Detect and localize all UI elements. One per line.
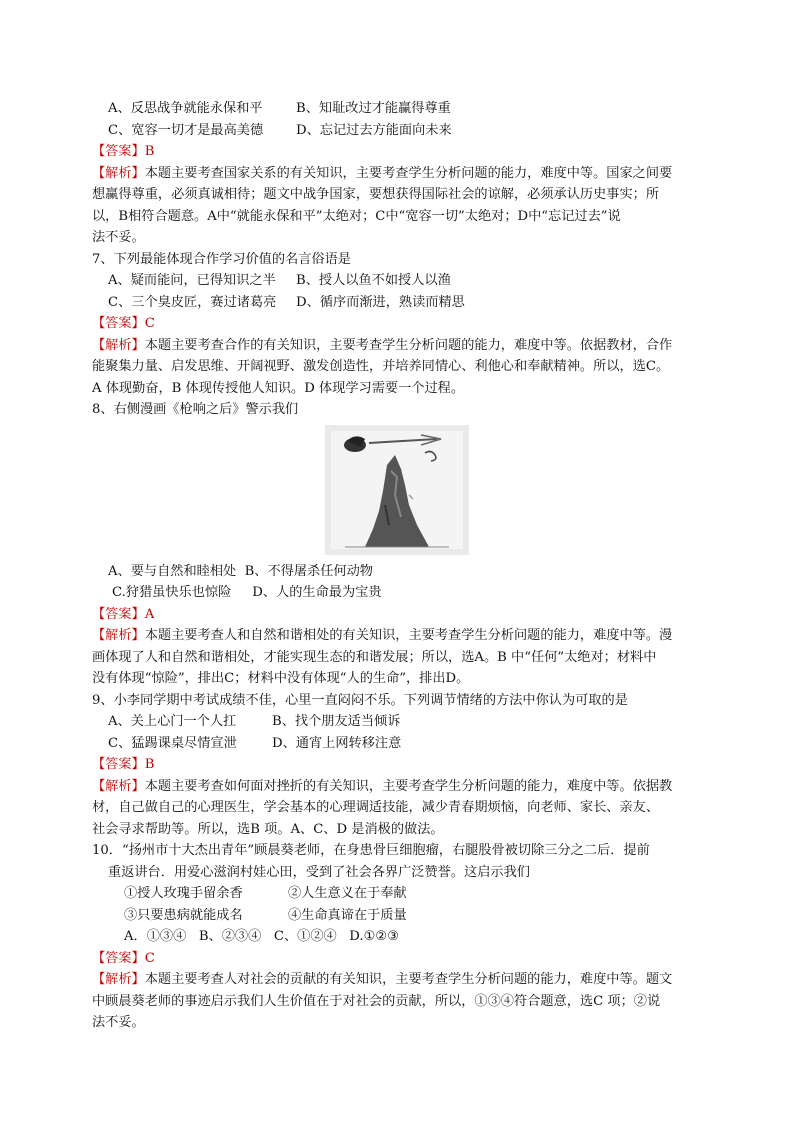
answer-tag: 【答案】	[92, 757, 145, 772]
analysis-tag: 【解析】	[92, 337, 145, 353]
q8-option-a: A、要与自然和睦相处	[108, 563, 237, 579]
cartoon-drawing	[325, 425, 469, 555]
q10-items-row-2	[92, 905, 712, 927]
answer-value: B	[144, 144, 155, 159]
q7-options-row-2	[92, 292, 712, 314]
q10-item-4: ④生命真谛在于质量	[288, 907, 407, 923]
q8-answer	[92, 604, 712, 626]
q8-option-c: C.狩猎虽快乐也惊险	[112, 585, 232, 600]
q8-options-row-1	[92, 561, 712, 583]
q8-analysis-line-2: 画体现了人和自然和谐相处，才能实现生态的和谐发展；所以，选A。B 中“任何”太绝对；材料中	[92, 649, 657, 665]
answer-value: C	[144, 316, 155, 331]
q10-item-1: ①授人玫瑰手留余香	[124, 886, 243, 901]
q8-option-d: D、人的生命最为宝贵	[252, 585, 382, 600]
q6-option-b: B、知耻改过才能赢得尊重	[296, 101, 451, 116]
q10-items-row-1	[92, 883, 712, 905]
q7-stem: 7、下列最能体现合作学习价值的名言俗语是	[92, 251, 351, 267]
q7-answer	[92, 313, 712, 335]
answer-tag: 【答案】	[92, 950, 145, 966]
cartoon-image	[325, 425, 469, 555]
q7-option-b: B、授人以鱼不如授人以渔	[296, 273, 451, 288]
analysis-text: 本题主要考查如何面对挫折的有关知识，主要考查学生分析问题的能力，难度中等。依据教	[144, 778, 673, 794]
q9-answer	[92, 754, 712, 776]
q6-option-a: A、反思战争就能永保和平	[108, 101, 263, 116]
answer-tag: 【答案】	[92, 144, 145, 159]
q7-analysis-line-2: 能聚集力量、启发思维、开阔视野、激发创造性，并培养同情心、利他心和奉献精神。所以，选C。	[92, 359, 670, 374]
q7-option-d: D、循序而渐进，熟读而精思	[296, 294, 465, 310]
analysis-text: 本题主要考查人对社会的贡献的有关知识，主要考查学生分析问题的能力，难度中等。题文	[144, 972, 673, 987]
q6-analysis-line-2: 想赢得尊重，必须真诚相待；题文中战争国家，要想获得国际社会的谅解，必须承认历史事实；所	[92, 187, 660, 202]
q9-stem: 9、小李同学期中考试成绩不佳，心里一直闷闷不乐。下列调节情绪的方法中你认为可取的是	[92, 692, 628, 708]
q10-stem-line-1: 10．“扬州市十大杰出青年”顾晨葵老师，在身患骨巨细胞瘤，右腿股骨被切除三分之二后．提前	[92, 843, 650, 858]
answer-tag: 【答案】	[92, 606, 145, 622]
q9-analysis-line-1	[92, 776, 712, 798]
q6-option-d: D、忘记过去方能面向未来	[296, 122, 452, 138]
analysis-tag: 【解析】	[92, 778, 145, 794]
document-page	[92, 98, 712, 1034]
q9-options-row-2	[92, 733, 712, 755]
q6-options-row-1	[92, 98, 712, 120]
q8-stem: 8、右侧漫画《枪响之后》警示我们	[92, 402, 299, 417]
analysis-tag: 【解析】	[92, 628, 145, 643]
q10-item-3: ③只要患病就能成名	[124, 907, 243, 923]
q8-option-b: B、不得屠杀任何动物	[244, 563, 373, 579]
q9-option-b: B、找个朋友适当倾诉	[272, 714, 401, 729]
q6-option-c: C、宽容一切才是最高美德	[108, 122, 264, 138]
q10-choices: A．①③④ B、②③④ C、①②④ D.①②③	[124, 929, 400, 944]
q7-options-row-1	[92, 270, 712, 292]
q9-option-c: C、猛踢课桌尽情宣泄	[108, 735, 237, 751]
q8-options-row-2	[92, 582, 712, 604]
answer-value: C	[144, 950, 155, 966]
analysis-tag: 【解析】	[92, 972, 145, 987]
q9-analysis-line-3: 社会寻求帮助等。所以，选B 项。A、C、D 是消极的做法。	[92, 821, 444, 837]
answer-tag: 【答案】	[92, 316, 145, 331]
q10-analysis-line-2: 中顾晨葵老师的事迹启示我们人生价值在于对社会的贡献，所以，①③④符合题意，选C 项；②说	[92, 993, 661, 1009]
q6-options-row-2	[92, 120, 712, 142]
q7-analysis-line-1	[92, 335, 712, 357]
q6-answer	[92, 141, 712, 163]
q9-options-row-1	[92, 711, 712, 733]
q7-analysis-line-3: A 体现勤奋，B 体现传授他人知识。D 体现学习需要一个过程。	[92, 380, 465, 396]
q9-analysis-line-2: 材，自己做自己的心理医生，学会基本的心理调适技能，减少青春期烦恼，向老师、家长、亲友、	[92, 800, 660, 815]
q9-option-a: A、关上心门一个人扛	[108, 714, 237, 729]
q10-answer	[92, 948, 712, 970]
q8-analysis-line-1	[92, 625, 712, 647]
answer-value: B	[144, 757, 155, 772]
q6-analysis-line-4: 法不妥。	[92, 230, 145, 245]
q9-option-d: D、通宵上网转移注意	[272, 735, 402, 751]
q6-analysis-line-1	[92, 163, 712, 185]
q10-stem-line-2: 重返讲台．用爱心滋润村娃心田，受到了社会各界广泛赞誉。这启示我们	[108, 864, 530, 880]
analysis-tag: 【解析】	[92, 165, 145, 181]
q10-item-2: ②人生意义在于奉献	[288, 886, 407, 901]
q10-analysis-line-3: 法不妥。	[92, 1015, 145, 1030]
analysis-text: 本题主要考查人和自然和谐相处的有关知识，主要考查学生分析问题的能力，难度中等。漫	[144, 628, 673, 643]
analysis-text: 本题主要考查合作的有关知识，主要考查学生分析问题的能力，难度中等。依据教材，合作	[144, 337, 673, 353]
analysis-text: 本题主要考查国家关系的有关知识，主要考查学生分析问题的能力，难度中等。国家之间要	[144, 165, 673, 181]
q7-option-c: C、三个臭皮匠，赛过诸葛亮	[108, 294, 277, 310]
q6-analysis-line-3: 以，B相符合题意。A中“就能永保和平”太绝对；C中“宽容一切”太绝对；D中“忘记过去”说	[92, 208, 621, 224]
answer-value: A	[144, 606, 155, 622]
q10-analysis-line-1	[92, 969, 712, 991]
q7-option-a: A、疑而能问，已得知识之半	[108, 273, 276, 288]
q8-analysis-line-3: 没有体现“惊险”，排出C；材料中没有体现“人的生命”，排出D。	[92, 671, 470, 686]
